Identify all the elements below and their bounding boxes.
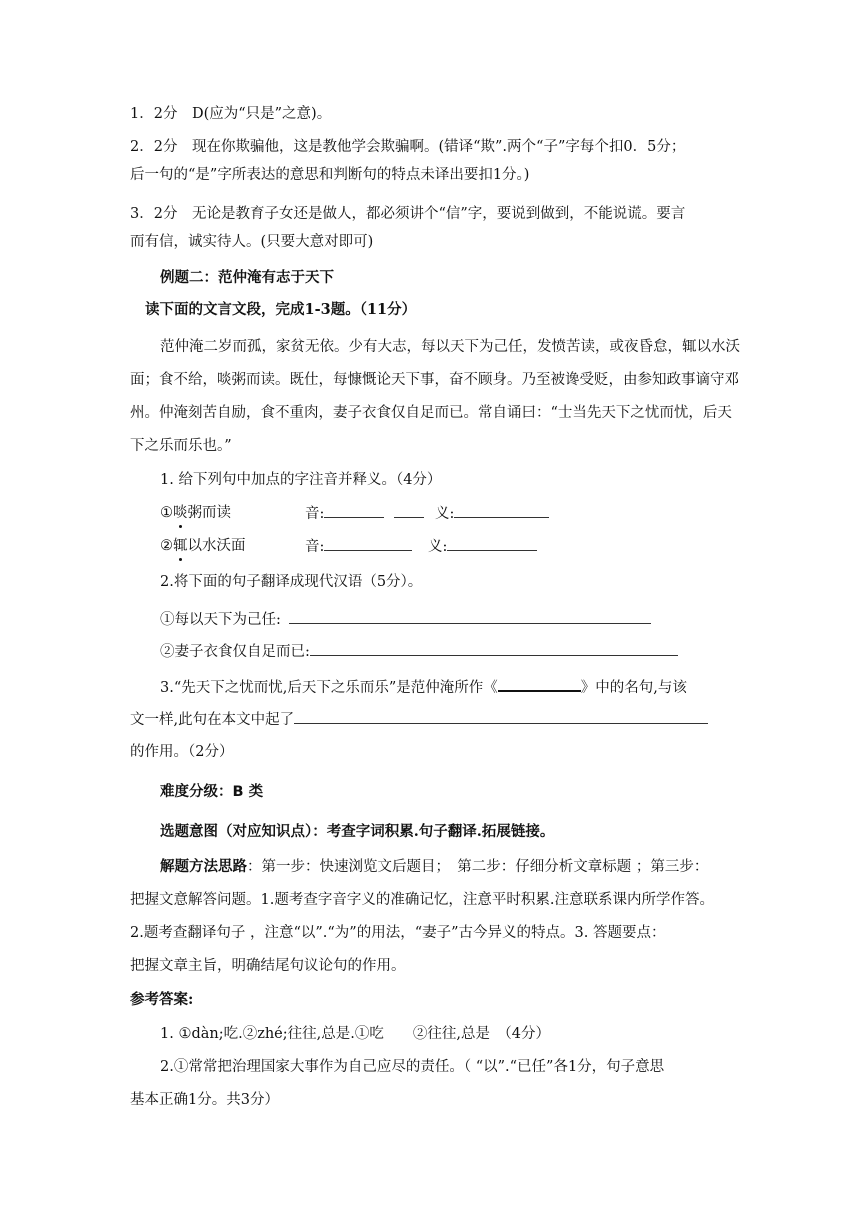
passage-line-2: 面；食不给，啖粥而读。既仕，每慷慨论天下事，奋不顾身。乃至被谗受贬，由参知政事谪守邓 xyxy=(130,372,739,388)
answer-key-2: 2.①常常把治理国家大事作为自己应尽的责任。（ “以”.“已任”各1分，句子意思 xyxy=(160,1059,665,1075)
intent: 选题意图（对应知识点）：考查字词积累.句子翻译.拓展链接。 xyxy=(160,823,555,840)
question-1-item-1: ①啖粥而读 xyxy=(160,505,231,521)
meaning-field-1[interactable]: 义: xyxy=(435,503,549,524)
question-2-item-1[interactable]: ①每以天下为己任: xyxy=(160,609,651,630)
pinyin-field-1[interactable]: 音: xyxy=(305,503,424,524)
answer-title: 参考答案: xyxy=(130,991,194,1008)
answer-key-1: 1. ①dàn;吃.②zhé;往往,总是.①吃 ②往往,总是 （4分） xyxy=(160,1026,550,1042)
question-1: 1. 给下列句中加点的字注音并释义。（4分） xyxy=(160,472,442,488)
question-3[interactable]: 3.“先天下之忧而忧,后天下之乐而乐”是范仲淹所作《 》中的名句,与该 xyxy=(160,676,687,698)
passage-line-3: 州。仲淹刻苦自励，食不重肉，妻子衣食仅自足而已。常自诵曰：“士当先天下之忧而忧，后天 xyxy=(130,405,732,421)
question-2-item-2[interactable]: ②妻子衣食仅自足而已: xyxy=(160,641,678,662)
example-title: 例题二：范仲淹有志于天下 xyxy=(160,269,334,286)
question-3-cont[interactable]: 文一样,此句在本文中起了 xyxy=(130,709,708,730)
method-line-4: 把握文章主旨，明确结尾句议论句的作用。 xyxy=(130,958,406,974)
passage-line-4: 下之乐而乐也。” xyxy=(130,438,232,454)
answer-line-3-cont: 而有信，诚实待人。(只要大意对即可) xyxy=(130,234,374,250)
instruction: 读下面的文言文段，完成1-3题。（11分） xyxy=(145,301,417,318)
meaning-field-2[interactable]: 义: xyxy=(428,536,537,557)
answer-line-2: 2．2分 现在你欺骗他，这是教他学会欺骗啊。(错译“欺”.两个“子”字每个扣0．5分； xyxy=(130,139,686,155)
question-2: 2.将下面的句子翻译成现代汉语（5分）。 xyxy=(160,574,423,590)
dotted-char: 辄 xyxy=(173,538,188,554)
question-3-end: 的作用。（2分） xyxy=(130,744,234,760)
answer-line-2-cont: 后一句的“是”字所表达的意思和判断句的特点未译出要扣1分。) xyxy=(130,167,530,183)
answer-key-2-cont: 基本正确1分。共3分） xyxy=(130,1092,279,1108)
method-line-1: 解题方法思路：第一步：快速浏览文后题目； 第二步：仔细分析文章标题 ；第三步： xyxy=(160,858,709,875)
question-1-item-2: ②辄以水沃面 xyxy=(160,538,246,554)
passage-line-1: 范仲淹二岁而孤，家贫无依。少有大志，每以天下为己任，发愤苦读，或夜昏怠，辄以水沃 xyxy=(160,339,740,355)
answer-line-1: 1．2分 D(应为“只是”之意)。 xyxy=(130,106,332,122)
method-line-3: 2.题考查翻译句子 ，注意“以”.“为”的用法，“妻子”古今异义的特点。3. 答题要点： xyxy=(130,925,666,941)
pinyin-field-2[interactable]: 音: xyxy=(305,536,412,557)
dotted-char: 啖 xyxy=(173,505,188,521)
difficulty: 难度分级：B 类 xyxy=(160,783,264,800)
method-line-2: 把握文意解答问题。1.题考查字音字义的准确记忆，注意平时积累.注意联系课内所学作答。 xyxy=(130,892,714,908)
answer-line-3: 3．2分 无论是教育子女还是做人，都必须讲个“信”字，要说到做到，不能说谎。要言 xyxy=(130,206,686,222)
